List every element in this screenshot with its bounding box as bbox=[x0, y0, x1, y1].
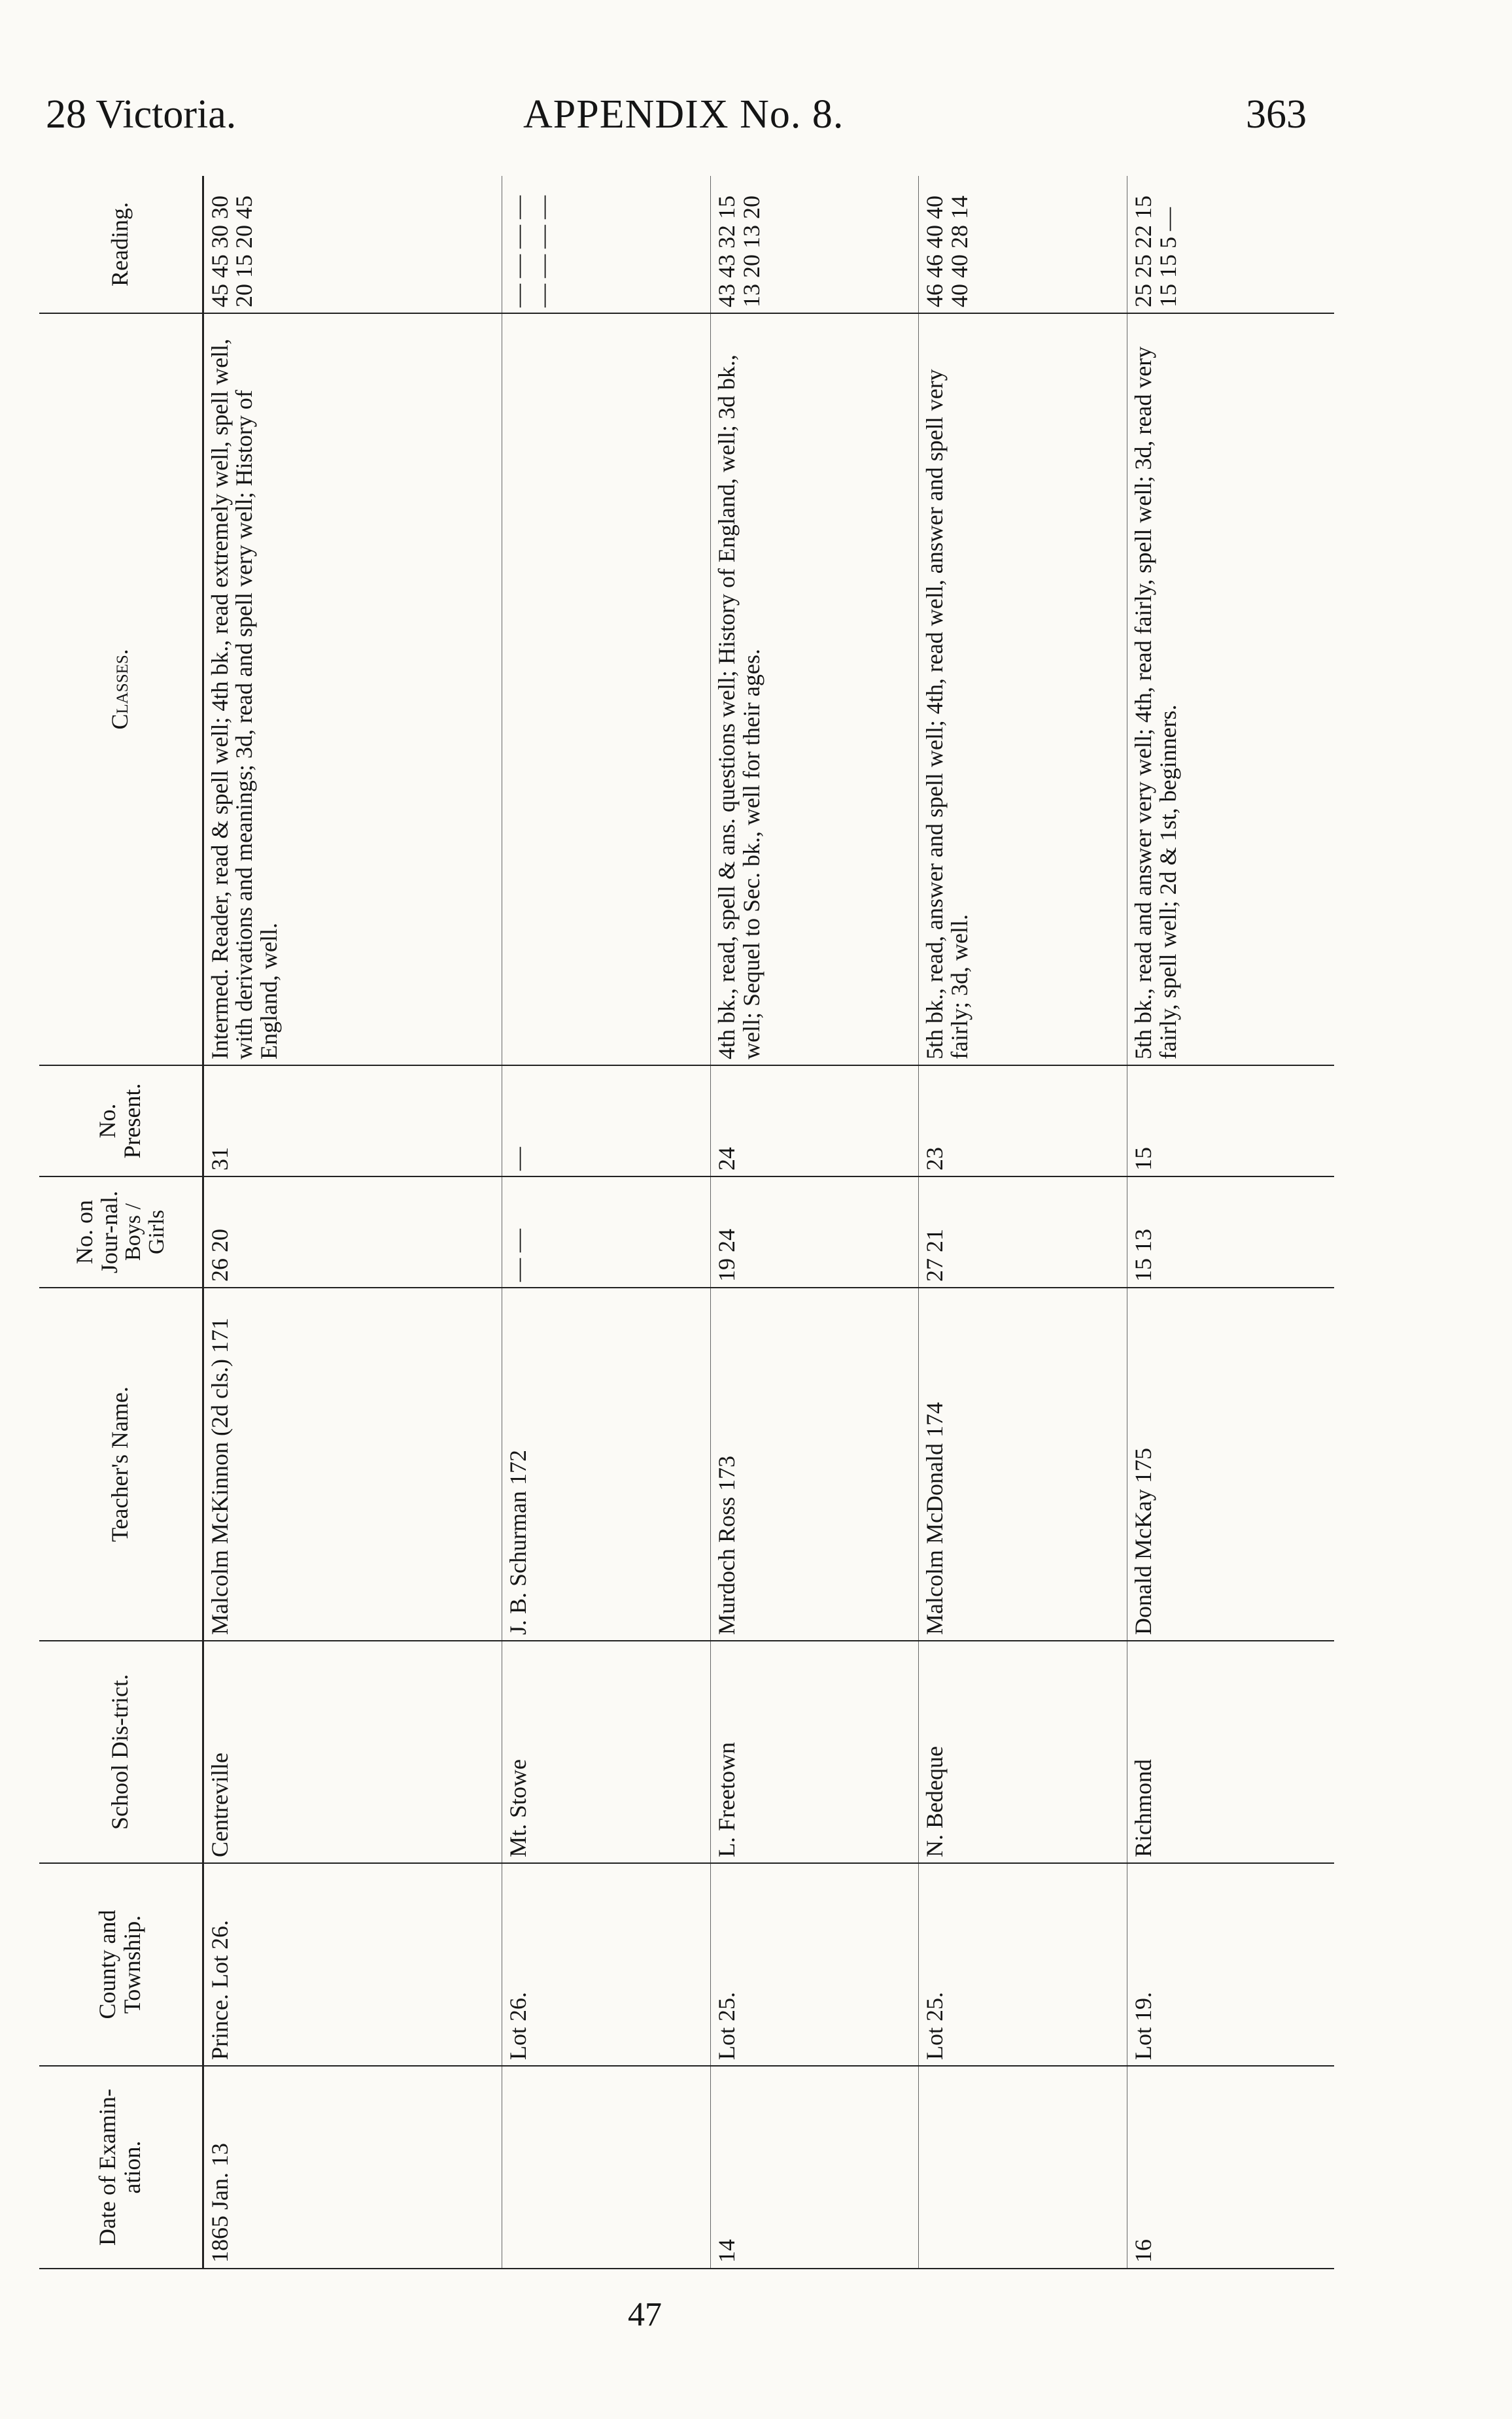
col-marks bbox=[39, 176, 203, 313]
col-county: County and Township. bbox=[39, 1863, 203, 2066]
cell-teacher: Malcolm McKinnon (2d cls.) 171 bbox=[203, 1288, 502, 1641]
cell-teacher: Donald McKay 175 bbox=[1127, 1288, 1334, 1641]
signature-mark: 47 bbox=[628, 2296, 662, 2333]
cell-classes bbox=[502, 313, 710, 1065]
cell-present: 15 bbox=[1127, 1065, 1334, 1176]
cell-boys-girls: 27 21 bbox=[919, 1176, 1127, 1288]
cell-boys-girls: 19 24 bbox=[710, 1176, 918, 1288]
table-row bbox=[710, 176, 918, 2269]
col-reading: Reading. bbox=[107, 202, 133, 286]
cell-present: 24 bbox=[710, 1065, 918, 1176]
cell-marks: 45 45 30 30 20 15 20 45 bbox=[203, 176, 502, 313]
cell-district: Mt. Stowe bbox=[502, 1641, 710, 1863]
table-row bbox=[502, 176, 710, 2269]
running-head-title: APPENDIX No. 8. bbox=[523, 92, 844, 137]
cell-teacher: Murdoch Ross 173 bbox=[710, 1288, 918, 1641]
col-district: School Dis-trict. bbox=[39, 1641, 203, 1863]
cell-classes: 4th bk., read, spell & ans. questions well; History of England, well; 3d bk., well; Sequel to Sec. bk., well for their ages. bbox=[710, 313, 918, 1065]
cell-marks: 43 43 32 15 13 20 13 20 bbox=[710, 176, 918, 313]
col-journal-label: No. on Jour-nal. bbox=[71, 1190, 122, 1274]
cell-present: — bbox=[502, 1065, 710, 1176]
col-boys: Boys bbox=[121, 1215, 146, 1261]
cell-date: 14 bbox=[710, 2066, 918, 2269]
cell-lot: Lot 25. bbox=[919, 1863, 1127, 2066]
cell-boys-girls: 26 20 bbox=[203, 1176, 502, 1288]
cell-teacher: Malcolm McDonald 174 bbox=[919, 1288, 1127, 1641]
cell-classes: 5th bk., read, answer and spell well; 4th, read well, answer and spell very fairly; 3d, well. bbox=[919, 313, 1127, 1065]
cell-present: 31 bbox=[203, 1065, 502, 1176]
examination-table bbox=[39, 176, 1334, 2269]
cell-boys-girls: — — bbox=[502, 1176, 710, 1288]
cell-classes: Intermed. Reader, read & spell well; 4th bk., read extremely well, spell well, with derivations and meanings; 3d, read and spell very well; History of England, well. bbox=[203, 313, 502, 1065]
col-present: No. Present. bbox=[39, 1065, 203, 1176]
cell-district: L. Freetown bbox=[710, 1641, 918, 1863]
cell-lot: Lot 26. bbox=[502, 1863, 710, 2066]
table-row bbox=[919, 176, 1127, 2269]
table-row bbox=[203, 176, 502, 2269]
col-girls: Girls bbox=[145, 1210, 169, 1254]
table-body bbox=[203, 176, 1334, 2269]
cell-marks: 25 25 22 15 15 15 5 — bbox=[1127, 176, 1334, 313]
col-boys-girls: Boys / Girls bbox=[121, 1203, 169, 1261]
cell-classes: 5th bk., read and answer very well; 4th, read fairly, spell well; 3d, read very fairly, spell well; 2d & 1st, beginners. bbox=[1127, 313, 1334, 1065]
cell-date: 1865 Jan. 13 bbox=[203, 2066, 502, 2269]
cell-district: N. Bedeque bbox=[919, 1641, 1127, 1863]
rotated-table-wrapper bbox=[39, 177, 1334, 2269]
col-teacher: Teacher's Name. bbox=[39, 1288, 203, 1641]
header-row bbox=[39, 176, 203, 2269]
cell-district: Richmond bbox=[1127, 1641, 1334, 1863]
col-date: Date of Examin-ation. bbox=[39, 2066, 203, 2269]
cell-date: 16 bbox=[1127, 2066, 1334, 2269]
cell-date bbox=[502, 2066, 710, 2269]
page-number: 363 bbox=[1246, 92, 1307, 137]
cell-teacher: J. B. Schurman 172 bbox=[502, 1288, 710, 1641]
cell-district: Centreville bbox=[203, 1641, 502, 1863]
cell-marks: — — — — — — — — bbox=[502, 176, 710, 313]
cell-lot: Lot 25. bbox=[710, 1863, 918, 2066]
cell-marks: 46 46 40 40 40 40 28 14 bbox=[919, 176, 1127, 313]
cell-present: 23 bbox=[919, 1065, 1127, 1176]
col-journal bbox=[39, 1176, 203, 1288]
col-classes: Classes. bbox=[39, 313, 203, 1065]
cell-date bbox=[919, 2066, 1127, 2269]
cell-lot: Prince. Lot 26. bbox=[203, 1863, 502, 2066]
running-head-left: 28 Victoria. bbox=[46, 92, 237, 137]
cell-lot: Lot 19. bbox=[1127, 1863, 1334, 2066]
cell-boys-girls: 15 13 bbox=[1127, 1176, 1334, 1288]
table-row bbox=[1127, 176, 1334, 2269]
